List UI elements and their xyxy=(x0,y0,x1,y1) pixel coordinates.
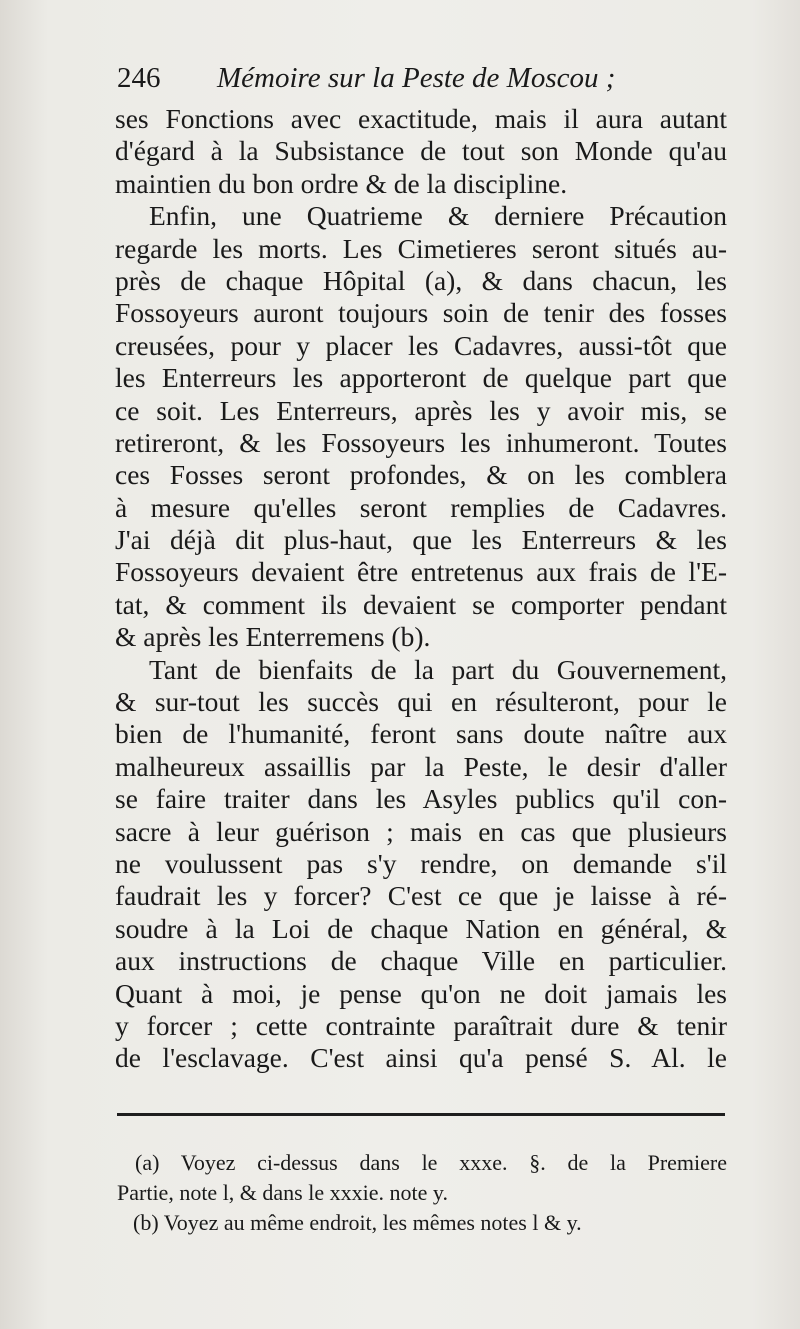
footnote-b: (b) Voyez au même endroit, les mêmes notes l & y. xyxy=(133,1210,582,1235)
text-line: Enfin, une Quatrieme & derniere Précaution xyxy=(149,200,727,232)
page-number: 246 xyxy=(117,62,161,94)
text-line: aux instructions de chaque Ville en particulier. xyxy=(115,945,727,977)
body-text xyxy=(115,103,727,1075)
text-line: les Enterreurs les apporteront de quelque part que xyxy=(115,362,727,394)
text-line: ne voulussent pas s'y rendre, on demande s'il xyxy=(115,847,727,879)
footnote-a: (a) Voyez ci-dessus dans le xxxe. §. de la Premiere xyxy=(135,1150,727,1175)
text-line: près de chaque Hôpital (a), & dans chacun, les xyxy=(115,264,727,296)
text-line: se faire traiter dans les Asyles publics qu'il con- xyxy=(115,783,727,815)
text-line: soudre à la Loi de chaque Nation en général, & xyxy=(115,912,727,944)
text-line: creusées, pour y placer les Cadavres, aussi-tôt que xyxy=(115,329,727,361)
text-line: tat, & comment ils devaient se comporter pendant xyxy=(115,588,727,620)
text-line: faudrait les y forcer? C'est ce que je laisse à ré- xyxy=(115,880,727,912)
text-line: Quant à moi, je pense qu'on ne doit jamais les xyxy=(115,977,727,1009)
text-line: Tant de bienfaits de la part du Gouvernement, xyxy=(149,653,727,685)
text-line: Fossoyeurs auront toujours soin de tenir des fosses xyxy=(115,297,727,329)
text-line: regarde les morts. Les Cimetieres seront situés au- xyxy=(115,232,727,264)
text-line: y forcer ; cette contrainte paraîtrait dure & tenir xyxy=(115,1009,727,1041)
text-line: Fossoyeurs devaient être entretenus aux frais de l'E- xyxy=(115,556,727,588)
text-line: d'égard à la Subsistance de tout son Monde qu'au xyxy=(115,135,727,167)
text-line: sacre à leur guérison ; mais en cas que plusieurs xyxy=(115,815,727,847)
text-line: & après les Enterremens (b). xyxy=(115,621,431,653)
running-title: Mémoire sur la Peste de Moscou ; xyxy=(217,62,616,94)
text-line: à mesure qu'elles seront remplies de Cadavres. xyxy=(115,491,727,523)
text-line: J'ai déjà dit plus-haut, que les Enterreurs & les xyxy=(115,524,727,556)
text-line: & sur-tout les succès qui en résulteront, pour le xyxy=(115,686,727,718)
text-line: de l'esclavage. C'est ainsi qu'a pensé S. Al. le xyxy=(115,1042,727,1074)
text-line: ce soit. Les Enterreurs, après les y avoir mis, se xyxy=(115,394,727,426)
text-line: malheureux assaillis par la Peste, le desir d'aller xyxy=(115,750,727,782)
text-line: bien de l'humanité, feront sans doute naître aux xyxy=(115,718,727,750)
text-line: retireront, & les Fossoyeurs les inhumeront. Toutes xyxy=(115,426,727,458)
text-line: ces Fosses seront profondes, & on les comblera xyxy=(115,459,727,491)
text-line: ses Fonctions avec exactitude, mais il aura autant xyxy=(115,103,727,134)
footnotes xyxy=(117,1148,727,1238)
text-line: maintien du bon ordre & de la discipline. xyxy=(115,167,568,199)
footnote-divider xyxy=(117,1113,725,1116)
page-header xyxy=(117,58,727,98)
footnote-a-continued: Partie, note l, & dans le xxxie. note y. xyxy=(117,1180,448,1205)
